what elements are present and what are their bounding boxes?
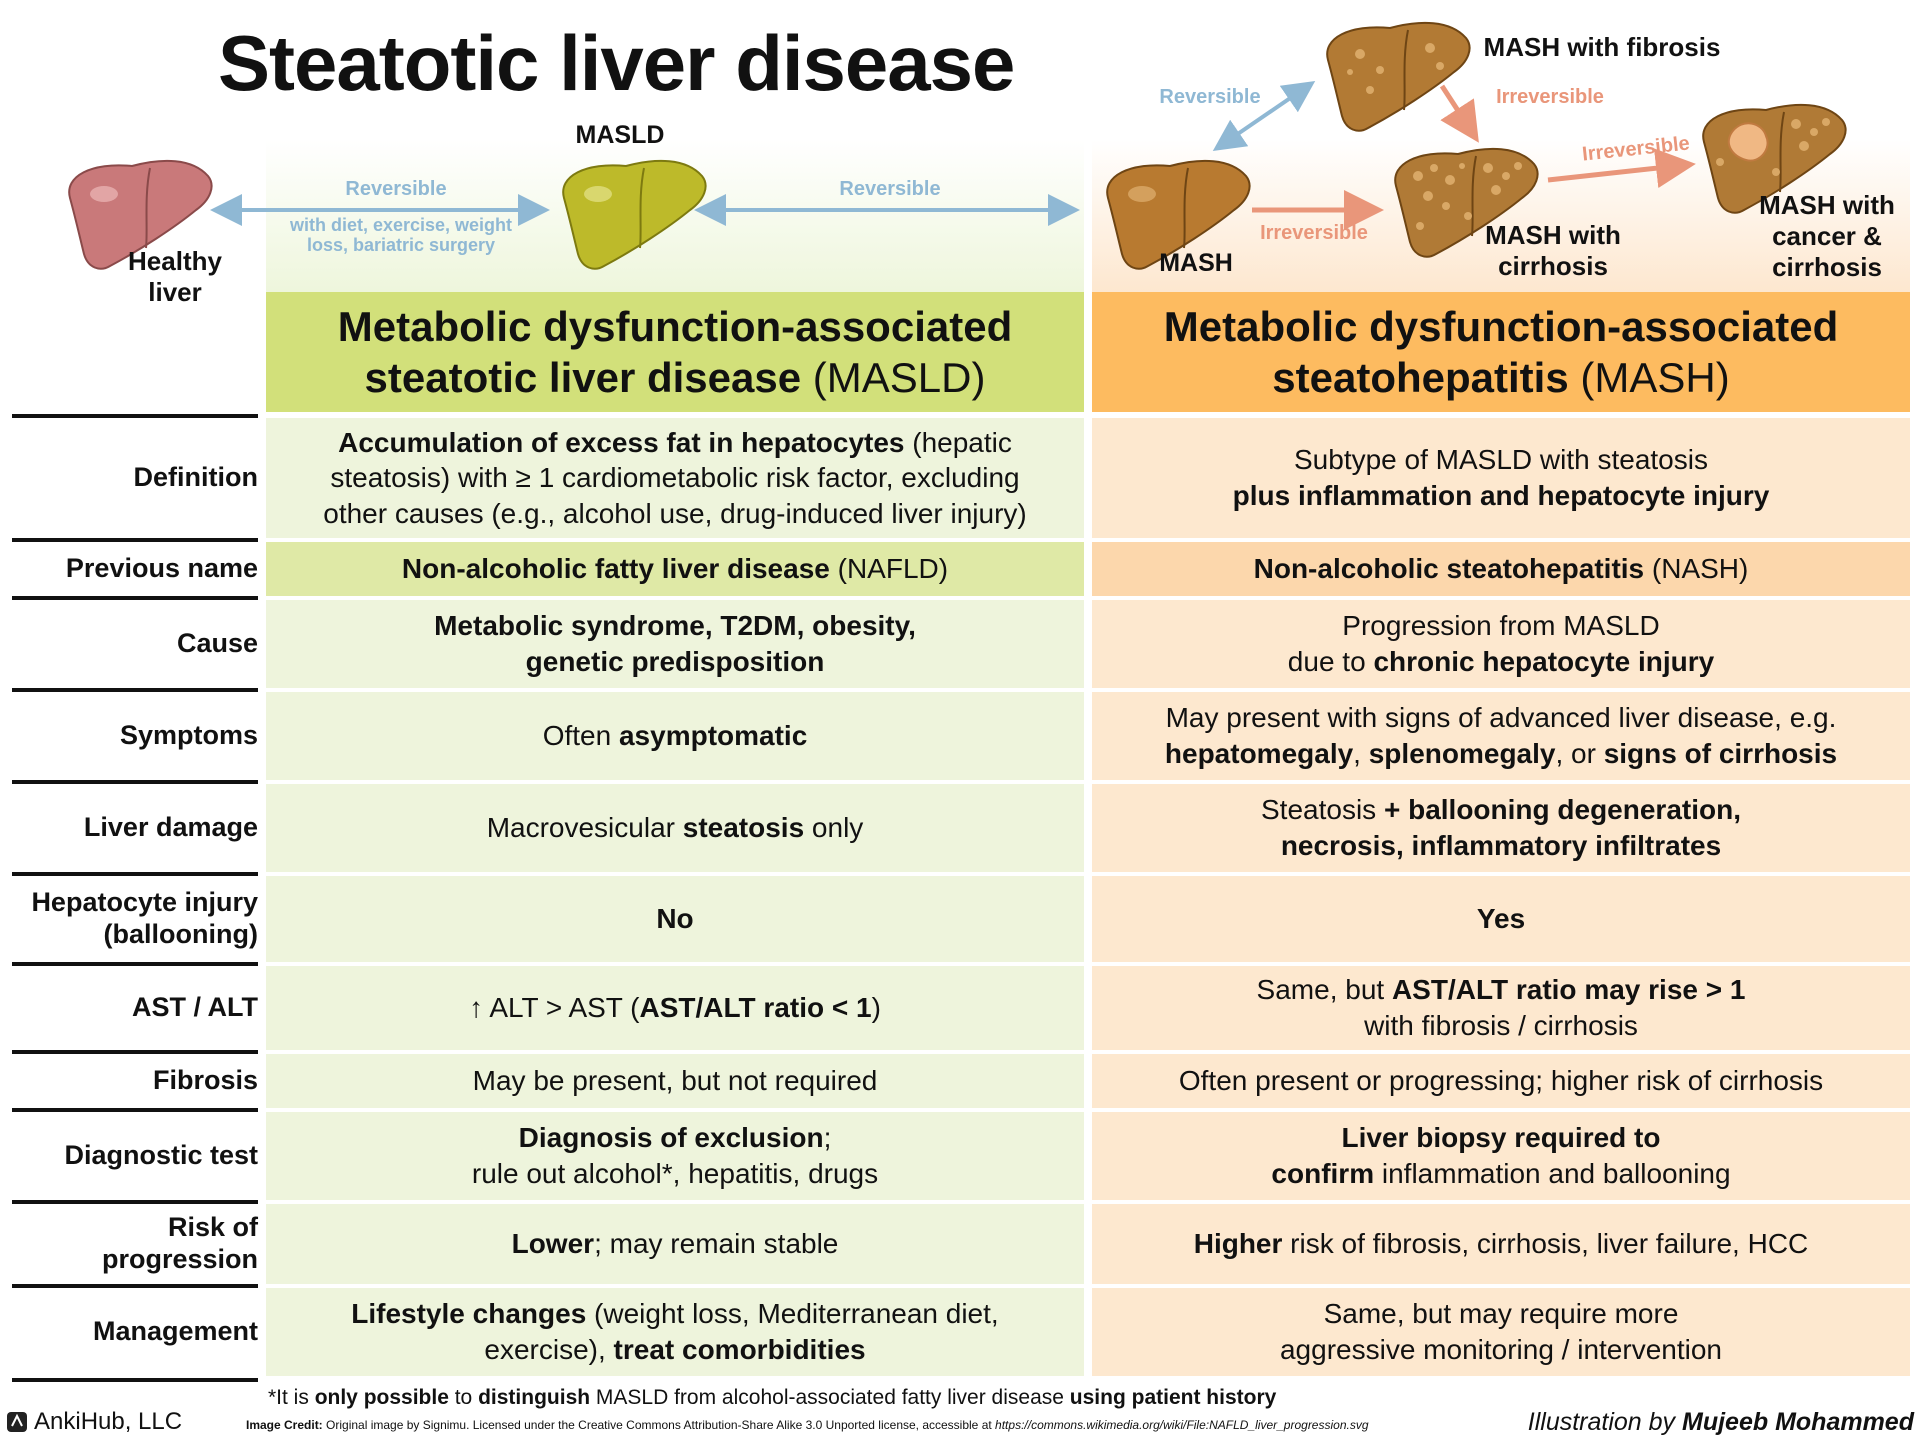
masld-hepatocyte-injury-cell: No (266, 876, 1084, 962)
arrow-label-mash-cirrhosis: Irreversible (1260, 222, 1368, 244)
arrow-label-mash-fibrosis: Reversible (1159, 86, 1261, 108)
ankihub-logo-icon (6, 1411, 28, 1433)
mash-risk-cell: Higher risk of fibrosis, cirrhosis, liver failure, HCC (1092, 1204, 1910, 1284)
row-label-risk-of-progression: Risk of progression (101, 1212, 258, 1274)
mash-management-cell: Same, but may require more aggressive monitoring / intervention (1092, 1288, 1910, 1376)
brand: AnkiHub, LLC (6, 1408, 182, 1436)
masld-previous-name-cell: Non-alcoholic fatty liver disease (NAFLD) (266, 542, 1084, 596)
row-label-hepatocyte-injury: Hepatocyte injury (ballooning) (31, 887, 258, 949)
masld-liver-icon (563, 161, 705, 269)
masld-label: MASLD (575, 121, 665, 149)
mash-cirrhosis-label: MASH with cirrhosis (1485, 220, 1621, 282)
mash-cancer-label: MASH with cancer & cirrhosis (1759, 190, 1895, 283)
healthy-liver-label: Healthy liver (128, 246, 222, 308)
mash-cause-cell: Progression from MASLD due to chronic hepatocyte injury (1092, 600, 1910, 688)
mash-previous-name-cell: Non-alcoholic steatohepatitis (NASH) (1092, 542, 1910, 596)
row-label-diagnostic-test: Diagnostic test (64, 1140, 258, 1171)
row-label-ast-alt: AST / ALT (132, 992, 258, 1023)
masld-cause-cell: Metabolic syndrome, T2DM, obesity, genetic predisposition (266, 600, 1084, 688)
mash-ast-alt-cell: Same, but AST/ALT ratio may rise > 1 with fibrosis / cirrhosis (1092, 966, 1910, 1050)
image-credit: Image Credit: Original image by Signimu. Licensed under the Creative Commons Attribution-Share Alike 3.0 Unported license, accessible at https://commons.wikimedia.org/wiki/File:NAFLD_liver_progression.svg (246, 1418, 1369, 1432)
masld-risk-cell: Lower; may remain stable (266, 1204, 1084, 1284)
masld-symptoms-cell: Often asymptomatic (266, 692, 1084, 780)
arrow-label-masld-mash: Reversible (839, 178, 941, 200)
row-label-fibrosis: Fibrosis (152, 1065, 258, 1096)
mash-liver-damage-cell: Steatosis + ballooning degeneration, necrosis, inflammatory infiltrates (1092, 784, 1910, 872)
masld-fibrosis-cell: May be present, but not required (266, 1054, 1084, 1108)
arrow-label-healthy-masld: Reversible (345, 178, 447, 200)
arrow-label-cirrhosis-cancer: Irreversible (1581, 132, 1691, 166)
masld-ast-alt-cell: ↑ ALT > AST (AST/ALT ratio < 1) (266, 966, 1084, 1050)
mash-fibrosis-cell: Often present or progressing; higher risk of cirrhosis (1092, 1054, 1910, 1108)
masld-diagnostic-test-cell: Diagnosis of exclusion; rule out alcohol*, hepatitis, drugs (266, 1112, 1084, 1200)
row-label-previous-name: Previous name (65, 553, 258, 584)
mash-definition-cell: Subtype of MASLD with steatosis plus inflammation and hepatocyte injury (1092, 418, 1910, 538)
masld-liver-damage-cell: Macrovesicular steatosis only (266, 784, 1084, 872)
row-label-management: Management (92, 1316, 258, 1347)
row-separator (12, 1378, 258, 1382)
row-label-definition: Definition (133, 462, 258, 493)
mash-diagnostic-test-cell: Liver biopsy required to confirm inflammation and ballooning (1092, 1112, 1910, 1200)
mash-symptoms-cell: May present with signs of advanced liver disease, e.g. hepatomegaly, splenomegaly, or signs of cirrhosis (1092, 692, 1910, 780)
page-title: Steatotic liver disease (218, 19, 1015, 107)
illustration-credit: Illustration by Mujeeb Mohammed (1527, 1408, 1914, 1436)
row-label-liver-damage: Liver damage (83, 812, 258, 843)
mash-column-header: Metabolic dysfunction-associated steatohepatitis (MASH) (1092, 292, 1910, 412)
footnote: *It is only possible to distinguish MASLD from alcohol-associated fatty liver disease using patient history (268, 1386, 1277, 1409)
arrow-label-fibrosis-cirrhosis: Irreversible (1496, 86, 1604, 108)
mash-fibrosis-liver-icon (1327, 23, 1469, 131)
arrow-sublabel-healthy-masld: with diet, exercise, weight loss, bariatric surgery (289, 215, 513, 255)
mash-fibrosis-label: MASH with fibrosis (1483, 32, 1721, 62)
masld-column-header: Metabolic dysfunction-associated steatotic liver disease (MASLD) (266, 292, 1084, 412)
row-label-symptoms: Symptoms (119, 720, 258, 751)
mash-label: MASH (1159, 249, 1233, 277)
masld-management-cell: Lifestyle changes (weight loss, Mediterranean diet, exercise), treat comorbidities (266, 1288, 1084, 1376)
masld-definition-cell: Accumulation of excess fat in hepatocytes (hepatic steatosis) with ≥ 1 cardiometabolic risk factor, excluding other causes (e.g., alcohol use, drug-induced liver injury) (266, 418, 1084, 538)
mash-hepatocyte-injury-cell: Yes (1092, 876, 1910, 962)
row-label-cause: Cause (176, 628, 258, 659)
